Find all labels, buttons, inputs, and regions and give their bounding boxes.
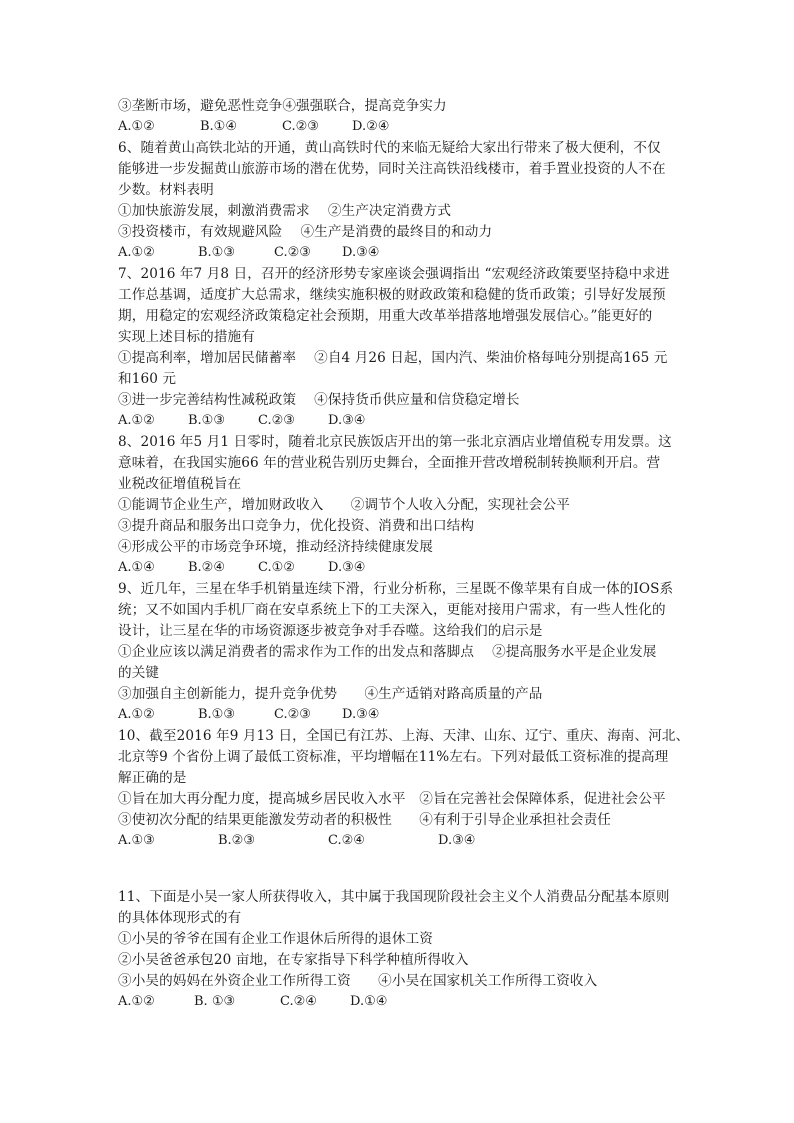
q11-stem-line: 11、下面是小吴一家人所获得收入，其中属于我国现阶段社会主义个人消费品分配基本原则 [118, 889, 670, 905]
q11-choice-a: A.①② [118, 994, 155, 1009]
q10-choice-a: A.①③ [118, 833, 155, 848]
q10-answer-choices [118, 831, 718, 851]
q8-stem-line: 意味着，在我国实施66 年的营业税告别历史舞台，全面推开营改增税制转换顺利开启。营 [118, 455, 661, 471]
q5-choice-d: D.②④ [352, 119, 390, 134]
q10-stem-line: 10、截至2016 年9 月13 日，全国已有江苏、上海、天津、山东、辽宁、重庆、海南、河北、 [118, 728, 690, 744]
q9-stem-line: 统；又不如国内手机厂商在安卓系统上下的工夫深入，更能对接用户需求，有一些人性化的 [118, 602, 666, 618]
q7-option-line: ①提高利率，增加居民储蓄率 ②自4 月26 日起，国内汽、柴油价格每吨分别提高165 元 [118, 350, 668, 366]
q7-option-line: 和160 元 [118, 371, 177, 387]
q6-choice-d: D.③④ [342, 245, 380, 260]
q10-choice-d: D.③④ [438, 833, 476, 848]
q6-choice-b: B.①③ [198, 245, 235, 260]
q11-option-line: ①小吴的爷爷在国有企业工作退休后所得的退休工资 [118, 931, 433, 947]
q9-choice-a: A.①② [118, 707, 155, 722]
q9-option-line: ③加强自主创新能力，提升竞争优势 ④生产适销对路高质量的产品 [118, 686, 543, 702]
q9-stem-line: 设计，让三星在华的市场资源逐步被竞争对手吞噬。这给我们的启示是 [118, 623, 543, 639]
q8-option-line: ④形成公平的市场竞争环境，推动经济持续健康发展 [118, 539, 433, 555]
q11-option-line: ③小吴的妈妈在外资企业工作所得工资 ④小吴在国家机关工作所得工资收入 [118, 973, 598, 989]
q6-choice-a: A.①② [118, 245, 155, 260]
q10-option-line: ①旨在加大再分配力度，提高城乡居民收入水平 ②旨在完善社会保障体系，促进社会公平 [118, 791, 666, 807]
q8-option-line: ③提升商品和服务出口竞争力，优化投资、消费和出口结构 [118, 518, 475, 534]
q5-answer-choices [118, 117, 718, 137]
q11-stem-line: 的具体体现形式的有 [118, 910, 242, 926]
q9-choice-d: D.③④ [342, 707, 380, 722]
q7-choice-d: D.③④ [328, 413, 366, 428]
q11-answer-choices [118, 992, 718, 1012]
q6-stem-line: 6、随着黄山高铁北站的开通，黄山高铁时代的来临无疑给大家出行带来了极大便利，不仅 [118, 140, 661, 156]
q5-choice-b: B.①④ [200, 119, 237, 134]
q10-choice-c: C.②④ [328, 833, 365, 848]
q7-stem-line: 实现上述目标的措施有 [118, 329, 255, 345]
q7-option-line: ③进一步完善结构性减税政策 ④保持货币供应量和信贷稳定增长 [118, 392, 520, 408]
q8-stem-line: 8、2016 年5 月1 日零时，随着北京民族饭店开出的第一张北京酒店业增值税专用发票。这 [118, 434, 672, 450]
q9-choice-b: B.①③ [198, 707, 235, 722]
q5-choice-c: C.②③ [282, 119, 319, 134]
q7-choice-c: C.②③ [258, 413, 295, 428]
q7-stem-line: 期，用稳定的宏观经济政策稳定社会预期，用重大改革举措落地增强发展信心。”能更好的 [118, 308, 653, 324]
q8-choice-b: B.②④ [188, 560, 225, 575]
q9-stem-line: 9、近几年，三星在华手机销量连续下滑，行业分析称，三星既不像苹果有自成一体的IOS系 [118, 581, 674, 597]
q6-stem-line: 能够进一步发掘黄山旅游市场的潜在优势，同时关注高铁沿线楼市，着手置业投资的人不在 [118, 161, 666, 177]
q8-answer-choices [118, 558, 718, 578]
q6-stem-line: 少数。材料表明 [118, 182, 214, 198]
q7-stem-line: 工作总基调，适度扩大总需求，继续实施积极的财政政策和稳健的货币政策；引导好发展预 [118, 287, 666, 303]
q10-option-line: ③使初次分配的结果更能激发劳动者的积极性 ④有利于引导企业承担社会责任 [118, 812, 611, 828]
q8-stem-line: 业税改征增值税旨在 [118, 476, 242, 492]
q5-option-line: ③垄断市场，避免恶性竞争④强强联合，提高竞争实力 [118, 98, 447, 114]
q10-choice-b: B.②③ [218, 833, 255, 848]
q8-option-line: ①能调节企业生产，增加财政收入 ②调节个人收入分配，实现社会公平 [118, 497, 570, 513]
q6-choice-c: C.②③ [274, 245, 311, 260]
q8-choice-a: A.①④ [118, 560, 155, 575]
q8-choice-d: D.③④ [328, 560, 366, 575]
q11-choice-c: C.②④ [280, 994, 317, 1009]
q7-choice-b: B.①③ [188, 413, 225, 428]
q7-choice-a: A.①② [118, 413, 155, 428]
q7-answer-choices [118, 411, 718, 431]
q11-option-line: ②小吴爸爸承包20 亩地，在专家指导下科学种植所得收入 [118, 952, 469, 968]
q7-stem-line: 7、2016 年7 月8 日，召开的经济形势专家座谈会强调指出 “宏观经济政策要坚持稳中求进 [118, 266, 670, 282]
q9-choice-c: C.②③ [274, 707, 311, 722]
q10-stem-line: 解正确的是 [118, 770, 187, 786]
q11-choice-b: B. ①③ [194, 994, 236, 1009]
q9-option-line: 的关键 [118, 665, 160, 681]
q11-choice-d: D.①④ [350, 994, 388, 1009]
q8-choice-c: C.①② [258, 560, 295, 575]
q9-option-line: ①企业应该以满足消费者的需求作为工作的出发点和落脚点 ②提高服务水平是企业发展 [118, 644, 657, 660]
q10-stem-line: 北京等9 个省份上调了最低工资标准，平均增幅在11%左右。下列对最低工资标准的提高理 [118, 749, 669, 765]
q6-option-line: ①加快旅游发展，刺激消费需求 ②生产决定消费方式 [118, 203, 452, 219]
q6-option-line: ③投资楼市，有效规避风险 ④生产是消费的最终目的和动力 [118, 224, 493, 240]
q9-answer-choices [118, 705, 718, 725]
q6-answer-choices [118, 243, 718, 263]
q5-choice-a: A.①② [118, 119, 155, 134]
